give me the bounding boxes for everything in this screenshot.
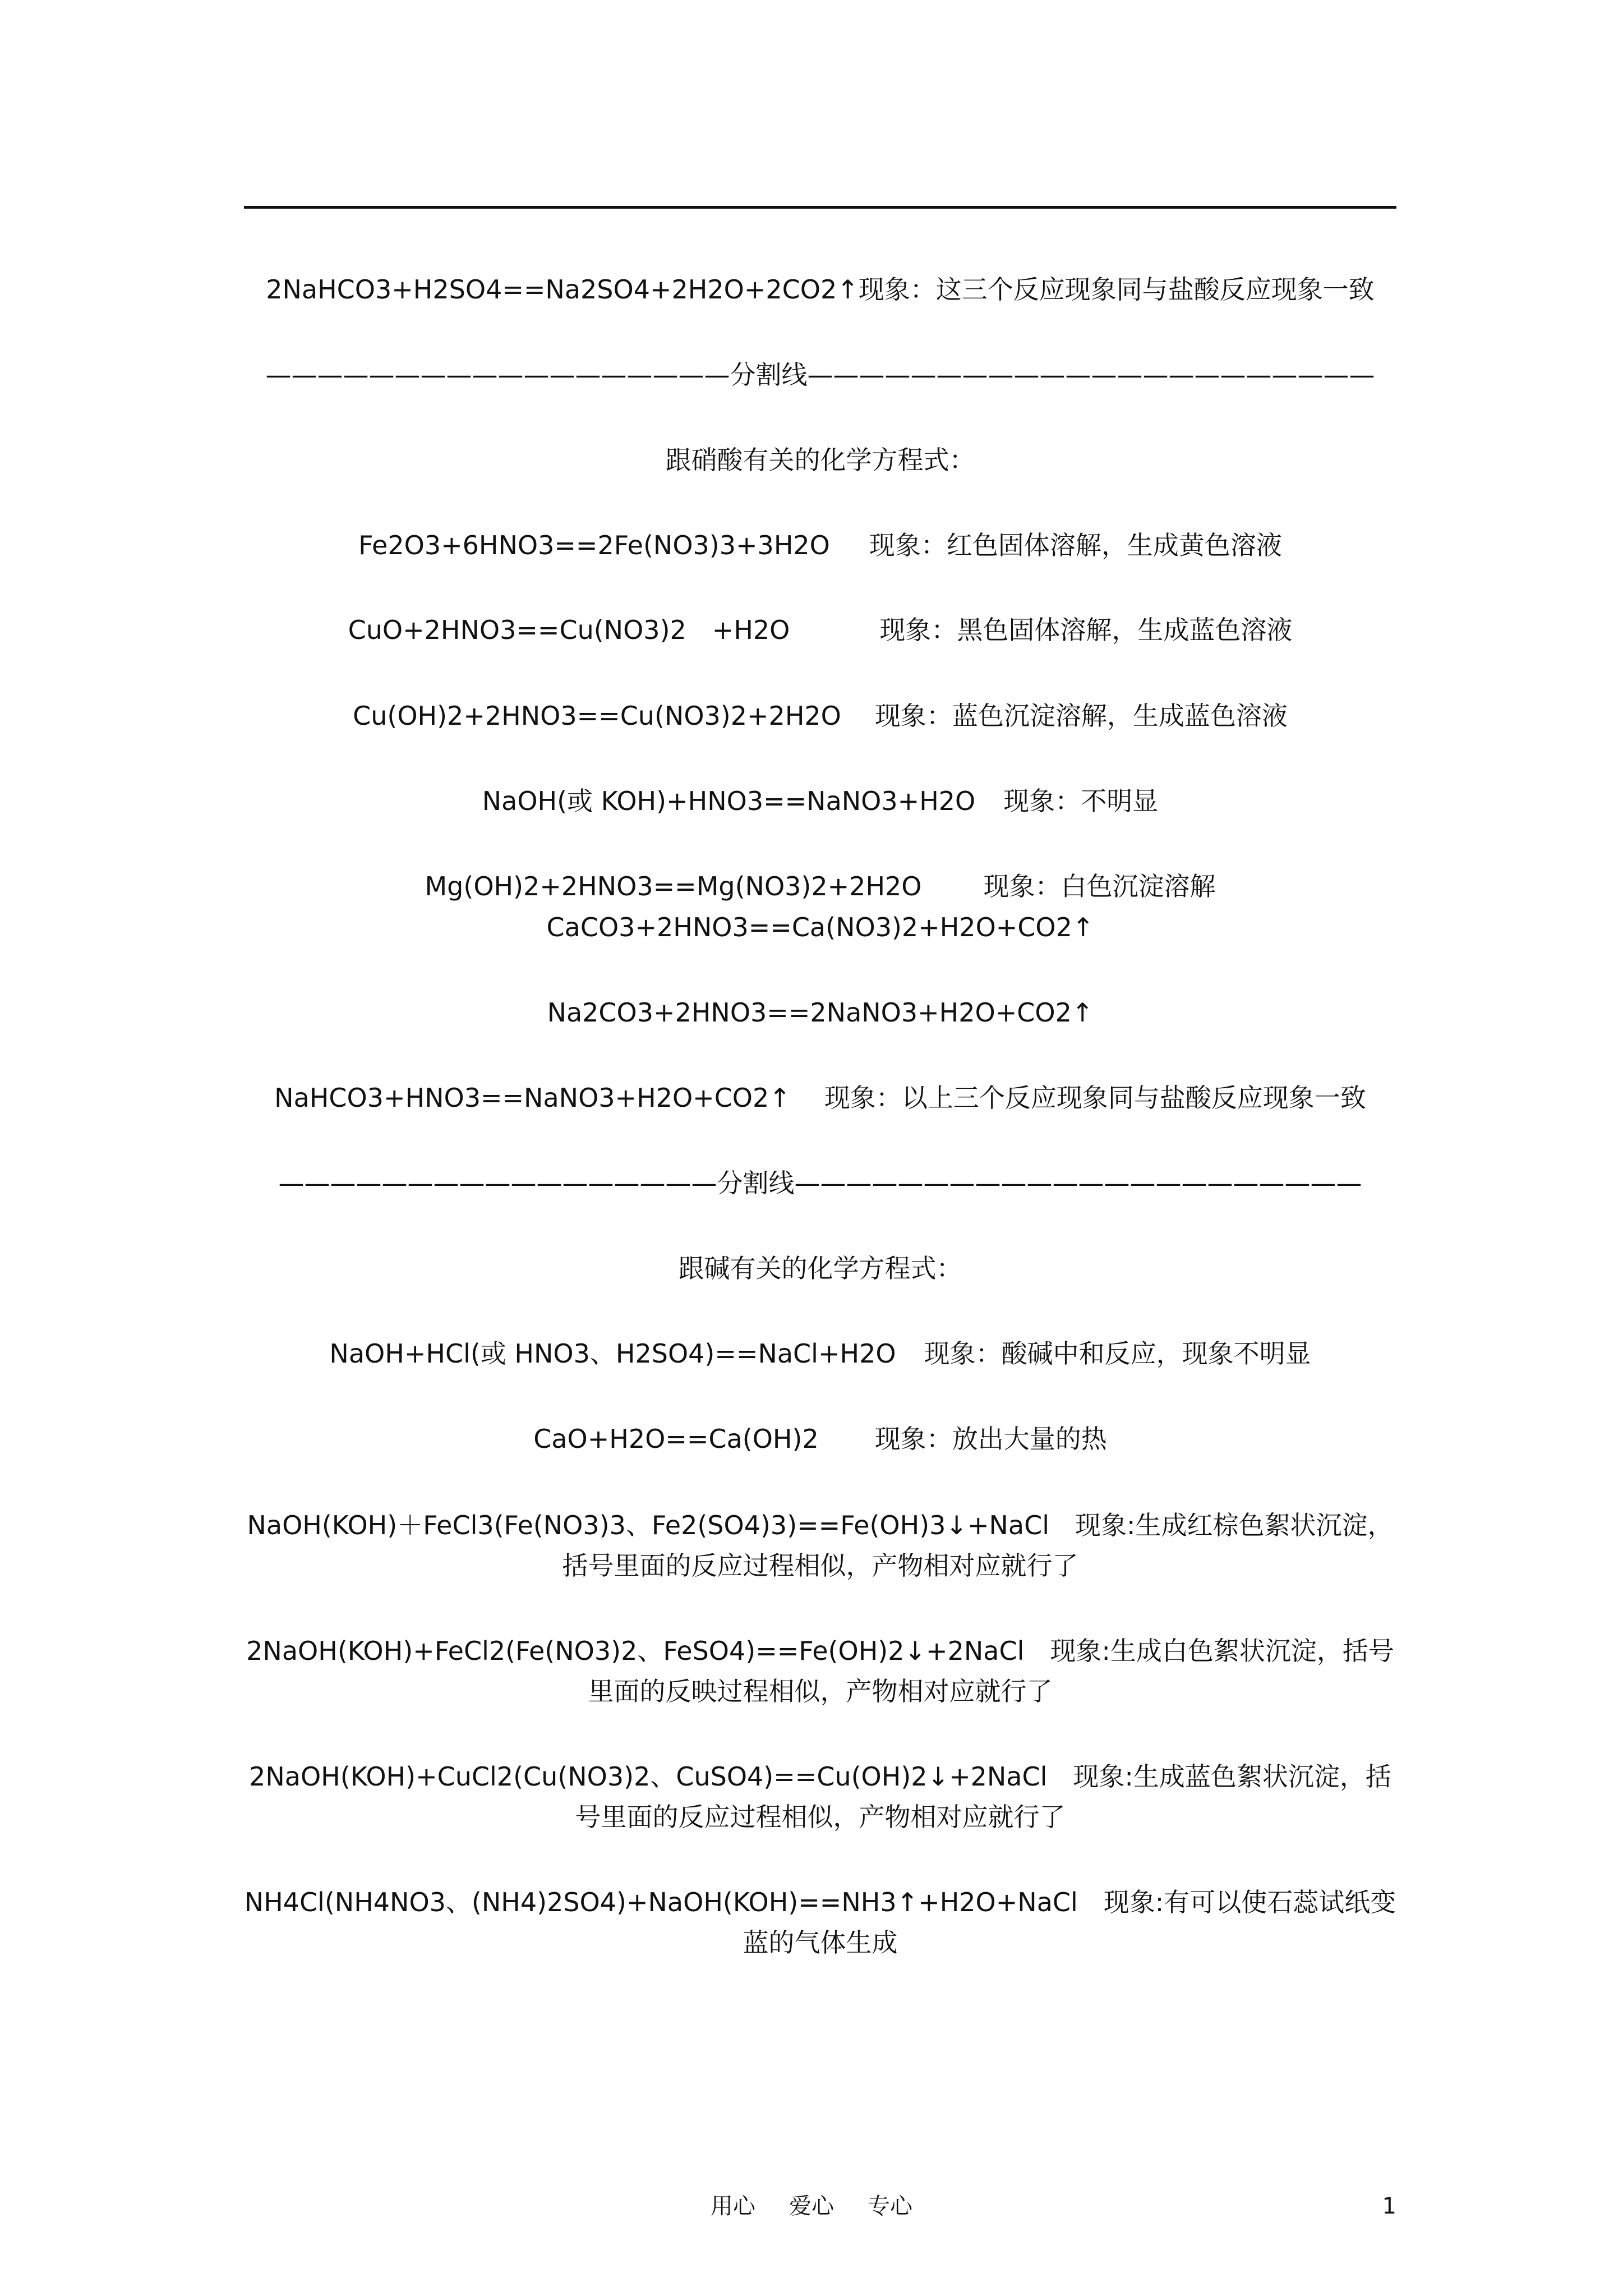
equation-line-cuoh2-hno3 — [244, 697, 1396, 735]
equation-line-cao-h2o — [244, 1420, 1396, 1458]
phenomenon: 现象：黑色固体溶解，生成蓝色溶液 — [879, 615, 1293, 645]
equation-line-mgoh2-hno3 — [244, 867, 1396, 905]
equation-paragraph-naoh-fecl3: NaOH(KOH)＋FeCl3(Fe(NO3)3、Fe2(SO4)3)==Fe(OH)3↓+NaCl 现象:生成红棕色絮状沉淀，括号里面的反应过程相似，产物相对应就行了 — [247, 1510, 1394, 1581]
footer-motto-1: 用心 — [711, 2193, 755, 2219]
phenomenon: 现象：酸碱中和反应，现象不明显 — [924, 1338, 1311, 1369]
equation-paragraph-naoh-cucl2: 2NaOH(KOH)+CuCl2(Cu(NO3)2、CuSO4)==Cu(OH)2↓+2NaCl 现象:生成蓝色絮状沉淀，括号里面的反应过程相似，产物相对应就行了 — [249, 1761, 1391, 1832]
phenomenon: 现象：白色沉淀溶解 — [983, 871, 1216, 901]
equation-line-caco3-hno3: CaCO3+2HNO3==Ca(NO3)2+H2O+CO2↑ — [546, 912, 1094, 942]
phenomenon: 现象：这三个反应现象同与盐酸反应现象一致 — [858, 274, 1375, 305]
equation: CuO+2HNO3==Cu(NO3)2 +H2O — [348, 615, 790, 645]
phenomenon: 现象：红色固体溶解，生成黄色溶液 — [869, 530, 1282, 560]
equation-line-naoh-hcl — [244, 1335, 1396, 1373]
divider-line-1: ——————————————————分割线—————————————————————— — [265, 360, 1375, 390]
equation: Fe2O3+6HNO3==2Fe(NO3)3+3H2O — [358, 530, 830, 560]
phenomenon: 现象：蓝色沉淀溶解，生成蓝色溶液 — [874, 701, 1288, 731]
equation-line-fe2o3-hno3 — [244, 526, 1396, 564]
equation-paragraph-naoh-fecl2: 2NaOH(KOH)+FeCl2(Fe(NO3)2、FeSO4)==Fe(OH)2↓+2NaCl 现象:生成白色絮状沉淀，括号里面的反映过程相似，产物相对应就行了 — [246, 1636, 1394, 1706]
section-heading-alkali: 跟碱有关的化学方程式： — [678, 1253, 962, 1283]
equation-line-na2co3-hno3: Na2CO3+2HNO3==2NaNO3+H2O+CO2↑ — [547, 997, 1094, 1028]
footer-motto-3: 专心 — [868, 2193, 912, 2219]
phenomenon: 现象：不明显 — [1003, 786, 1159, 816]
equation: Cu(OH)2+2HNO3==Cu(NO3)2+2H2O — [353, 701, 841, 731]
equation: NaHCO3+HNO3==NaNO3+H2O+CO2↑ — [274, 1083, 791, 1113]
equation: CaO+H2O==Ca(OH)2 — [533, 1424, 819, 1454]
equation: Mg(OH)2+2HNO3==Mg(NO3)2+2H2O — [425, 871, 922, 901]
section-heading-nitric-acid: 跟硝酸有关的化学方程式： — [665, 445, 975, 475]
page-number: 1 — [1382, 2193, 1396, 2219]
equation-paragraph-nh4cl-naoh: NH4Cl(NH4NO3、(NH4)2SO4)+NaOH(KOH)==NH3↑+H2O+NaCl 现象:有可以使石蕊试纸变蓝的气体生成 — [244, 1887, 1396, 1958]
equation-line-nahco3-h2so4 — [244, 270, 1396, 309]
equation: 2NaHCO3+H2SO4==Na2SO4+2H2O+2CO2↑ — [266, 274, 859, 305]
phenomenon: 现象：放出大量的热 — [874, 1424, 1107, 1454]
header-rule — [244, 206, 1396, 209]
divider-line-2: —————————————————分割线—————————————————————— — [278, 1168, 1362, 1198]
phenomenon: 现象：以上三个反应现象同与盐酸反应现象一致 — [824, 1083, 1366, 1113]
equation: NaOH(或 KOH)+HNO3==NaNO3+H2O — [482, 786, 976, 816]
footer-motto-2: 爱心 — [789, 2193, 834, 2219]
equation: NaOH+HCl(或 HNO3、H2SO4)==NaCl+H2O — [329, 1338, 896, 1369]
equation-line-cuo-hno3 — [244, 611, 1396, 649]
equation-line-naoh-hno3 — [244, 782, 1396, 820]
equation-line-nahco3-hno3 — [244, 1079, 1396, 1117]
